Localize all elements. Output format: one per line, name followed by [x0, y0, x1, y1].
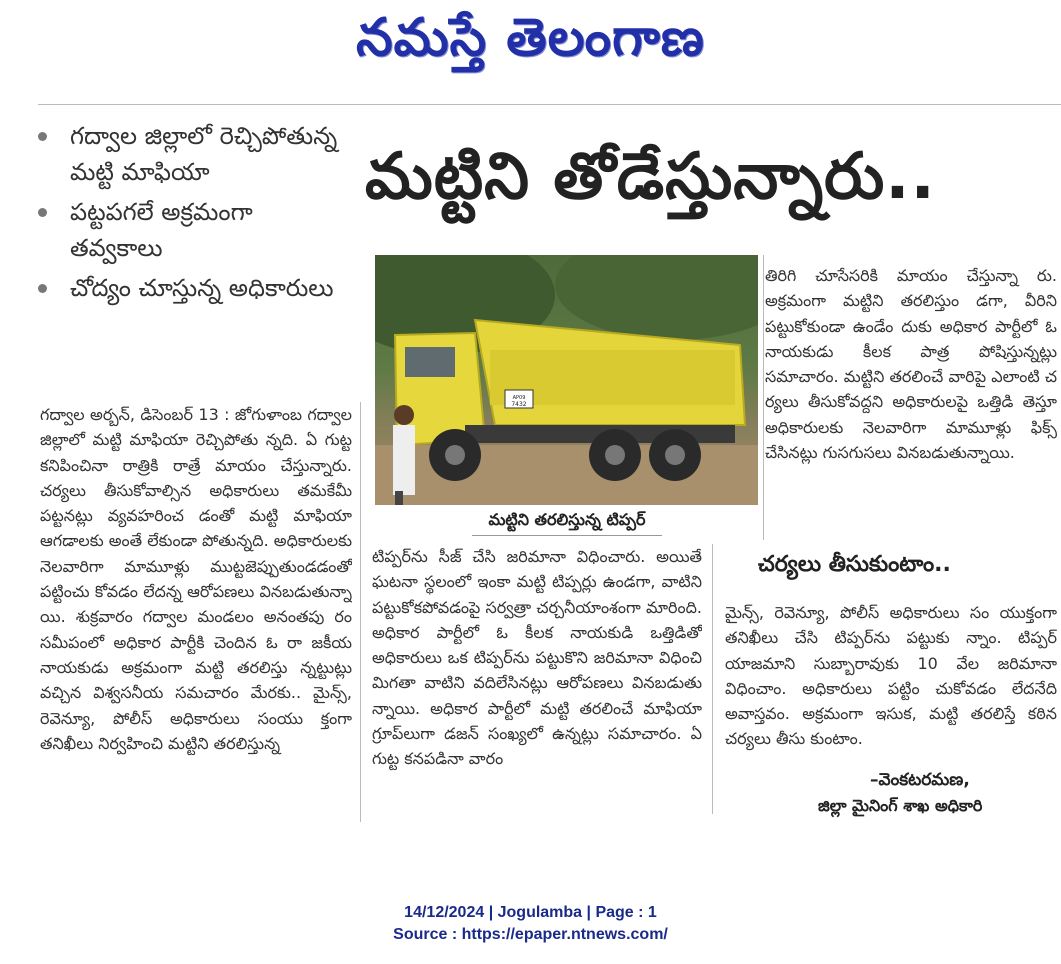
column-text: టిప్పర్‌ను సీజ్ చేసి జరిమానా విధించారు. అయితే ఘటనా స్థలంలో ఇంకా మట్టి టిప్పర్లు ఉండగా, వాటిని పట్టుకోకపోవడంపై సర్వత్రా చర్చనీయాంశంగా మారింది. అధికార పార్టీలో ఓ కీలక నాయకుడి ఒత్తిడితో అధికారులు ఒక టిప్పర్‌ను పట్టుకొని జరిమానా విధించి మిగతా వాటిని వదిలేసినట్లు ఆరోపణలు వినబడుతు న్నాయి. అధికార పార్టీలో మట్టి తరలించే మాఫియా గ్రూప్‌లుగా డజన్ సంఖ్యలో ఉన్నట్లు సమాచారం. ఏ గుట్ట కనపడినా వారం — [372, 547, 702, 769]
official-name: –వెంకటరమణ, — [870, 770, 970, 790]
bullet-text: పట్టపగలే అక్రమంగా తవ్వకాలు — [70, 198, 253, 262]
column-text: తిరిగి చూసేసరికి మాయం చేస్తున్నా రు. అక్రమంగా మట్టిని తరలిస్తుం డగా, వీరిని పట్టుకోకుండా ఉండేం దుకు అధికార పార్టీలో ఓ నాయకుడు కీలక పాత్ర పోషిస్తున్నట్లు సమాచారం. మట్టిని తరలించే వారిపై ఎలాంటి చ ర్యలు తీసుకోవద్దని అధికారులపై ఒత్తిడి తెస్తూ అధికారులకు నెలవారిగా మామూళ్లు ఫిక్స్ చేసినట్లు గుసగుసలు వినబడుతున్నాయి. — [765, 266, 1057, 463]
column-divider — [712, 544, 713, 814]
bullet-item — [38, 194, 338, 266]
column-text: గద్వాల అర్బన్, డిసెంబర్ 13 : జోగుళాంబ గద్వాల జిల్లాలో మట్టి మాఫియా రెచ్చిపోతు న్నది. ఏ గుట్ట కనిపించినా రాత్రికి రాత్రే మాయం చేస్తున్నారు. చర్యలు తీసుకోవాల్సిన అధికారులు తమకేమీ పట్టనట్లు వ్యవహరించ డంతో మట్టి మాఫియా ఆగడాలకు అంతే లేకుండా పోతున్నది. అధికారులకు నెలవారిగా మామూళ్లు ముట్టజెప్పుతుండడంతో పట్టించు కోవడం లేదన్న ఆరోపణలు వినబడుతున్నా యి. శుక్రవారం గద్వాల మండలం అనంతపు రం సమీపంలో అధికార పార్టీకి చెందిన ఓ రా జకీయ నాయకుడు అక్రమంగా మట్టి తరలిస్తు న్నట్టుట్లు వచ్చిన విశ్వసనీయ సమచారం మేరకు.. మైన్స్, రెవెన్యూ, పోలీస్ అధికారులు సంయు క్తంగా తనిఖీలు నిర్వహించి మట్టిని తరలిస్తున్న — [40, 405, 352, 753]
top-rule — [38, 104, 1061, 105]
truck-plate-line-1: AP09 — [512, 395, 526, 401]
column-divider — [360, 402, 361, 822]
quote-subhead: చర్యలు తీసుకుంటాం.. — [758, 552, 951, 577]
tipper-truck-image — [375, 255, 758, 505]
bullet-dot-icon — [38, 208, 47, 217]
page-footer — [0, 902, 1061, 946]
bullet-item — [38, 270, 338, 306]
masthead-logo: నమస్తే తెలంగాణ — [356, 8, 705, 68]
article-column-3 — [765, 263, 1057, 543]
bullet-text: గద్వాల జిల్లాలో రెచ్చిపోతున్న మట్టి మాఫియా — [70, 122, 338, 186]
article-column-2 — [372, 544, 702, 814]
photo-caption: మట్టిని తరలిస్తున్న టిప్పర్ — [472, 510, 662, 536]
article-column-1 — [40, 402, 352, 822]
column-text: మైన్స్, రెవెన్యూ, పోలీస్ అధికారులు సం యుక్తంగా తనిఖీలు చేసి టిప్పర్‌ను పట్టుకు న్నాం. టిప్పర్ యాజమాని సుబ్బారావుకు 10 వేల జరిమానా విధించాం. అధికారులు పట్టిం చుకోవడం లేదనేది అవాస్తవం. అక్రమంగా ఇసుక, మట్టి తరలిస్తే కఠిన చర్యలు తీసు కుంటాం. — [725, 603, 1057, 749]
bullet-item — [38, 118, 338, 190]
footer-date-page: 14/12/2024 | Jogulamba | Page : 1 — [404, 904, 657, 921]
official-designation: జిల్లా మైనింగ్ శాఖ అధికారి — [818, 796, 983, 815]
article-headline: మట్టిని తోడేస్తున్నారు.. — [365, 140, 936, 214]
bullet-dot-icon — [38, 132, 47, 141]
bullet-dot-icon — [38, 284, 47, 293]
column-divider — [763, 255, 764, 540]
truck-photo — [375, 255, 758, 505]
highlight-bullets — [38, 118, 338, 310]
bullet-text: చోద్యం చూస్తున్న అధికారులు — [70, 274, 334, 302]
footer-source: Source : https://epaper.ntnews.com/ — [393, 926, 668, 943]
truck-plate-line-2: 7432 — [511, 401, 527, 408]
